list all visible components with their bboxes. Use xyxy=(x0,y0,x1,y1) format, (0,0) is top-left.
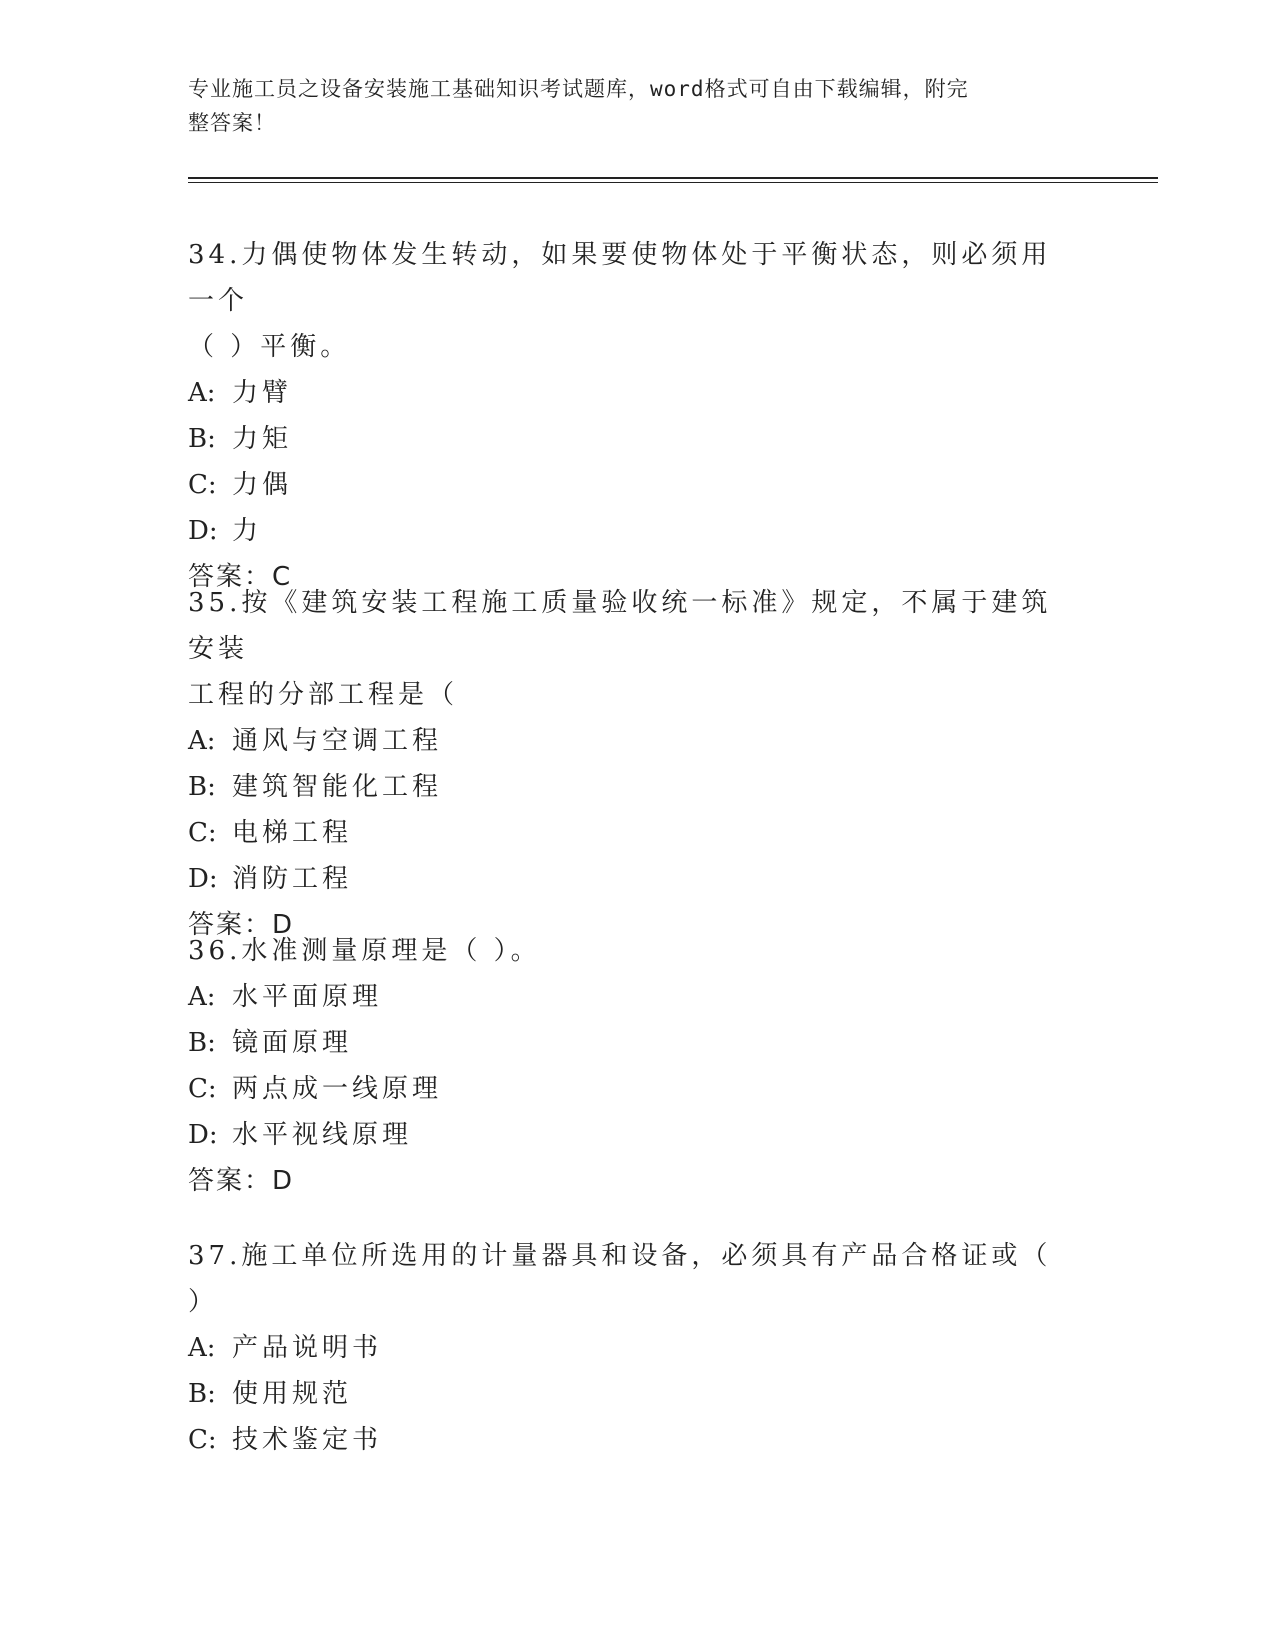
option-key: D: xyxy=(188,1120,218,1150)
option-key: A: xyxy=(188,378,216,408)
option-text: 镜面原理 xyxy=(232,1028,353,1058)
question-stem-line-2: （ ）平衡。 xyxy=(188,332,351,362)
option-text: 使用规范 xyxy=(232,1379,353,1409)
option-b xyxy=(188,1020,1078,1066)
question-34 xyxy=(188,232,1078,600)
option-text: 电梯工程 xyxy=(232,818,353,848)
question-stem-line-1: 37.施工单位所选用的计量器具和设备，必须具有产品合格证或（ ） xyxy=(188,1241,1052,1317)
header-line-1: 专业施工员之设备安装施工基础知识考试题库，word格式可自由下载编辑，附完 xyxy=(188,77,969,101)
option-d xyxy=(188,508,1078,554)
option-text: 力臂 xyxy=(232,378,293,408)
option-text: 两点成一线原理 xyxy=(232,1074,443,1104)
question-stem-line-1: 36.水准测量原理是（ ）。 xyxy=(188,936,541,966)
option-key: A: xyxy=(188,726,216,756)
header-line-2: 整答案！ xyxy=(188,111,276,135)
answer-value: C xyxy=(272,562,293,592)
option-c xyxy=(188,1417,1078,1463)
option-c xyxy=(188,810,1078,856)
option-key: C: xyxy=(188,1074,217,1104)
answer-value: D xyxy=(272,910,295,940)
option-c xyxy=(188,462,1078,508)
option-text: 力偶 xyxy=(232,470,293,500)
option-key: B: xyxy=(188,772,216,802)
answer-label: 答案： xyxy=(188,562,273,592)
question-35 xyxy=(188,580,1078,948)
header-divider-thin xyxy=(188,182,1158,183)
option-key: C: xyxy=(188,1425,217,1455)
option-text: 水平视线原理 xyxy=(232,1120,413,1150)
document-header xyxy=(188,72,1068,140)
answer-line xyxy=(188,1158,1078,1204)
option-b xyxy=(188,764,1078,810)
option-text: 消防工程 xyxy=(232,864,353,894)
header-divider-thick xyxy=(188,177,1158,179)
answer-label: 答案： xyxy=(188,1166,273,1196)
option-text: 通风与空调工程 xyxy=(232,726,443,756)
option-text: 力 xyxy=(232,516,263,546)
option-c xyxy=(188,1066,1078,1112)
answer-value: D xyxy=(272,1166,295,1196)
question-stem-line-2: 工程的分部工程是（ xyxy=(188,680,459,710)
option-b xyxy=(188,416,1078,462)
option-a xyxy=(188,370,1078,416)
option-key: B: xyxy=(188,1028,216,1058)
question-stem-line-1: 35.按《建筑安装工程施工质量验收统一标准》规定，不属于建筑安装 xyxy=(188,588,1052,664)
option-text: 产品说明书 xyxy=(232,1333,383,1363)
option-text: 技术鉴定书 xyxy=(232,1425,383,1455)
option-key: A: xyxy=(188,1333,216,1363)
option-d xyxy=(188,856,1078,902)
option-text: 建筑智能化工程 xyxy=(232,772,443,802)
option-key: B: xyxy=(188,1379,216,1409)
option-b xyxy=(188,1371,1078,1417)
option-d xyxy=(188,1112,1078,1158)
question-37 xyxy=(188,1233,1078,1463)
option-key: D: xyxy=(188,516,218,546)
option-key: C: xyxy=(188,818,217,848)
option-key: C: xyxy=(188,470,217,500)
option-text: 力矩 xyxy=(232,424,293,454)
question-stem-line-1: 34.力偶使物体发生转动，如果要使物体处于平衡状态，则必须用一个 xyxy=(188,240,1052,316)
option-key: A: xyxy=(188,982,216,1012)
option-key: B: xyxy=(188,424,216,454)
option-a xyxy=(188,974,1078,1020)
option-key: D: xyxy=(188,864,218,894)
option-text: 水平面原理 xyxy=(232,982,383,1012)
answer-label: 答案： xyxy=(188,910,273,940)
question-36 xyxy=(188,928,1078,1204)
option-a xyxy=(188,718,1078,764)
option-a xyxy=(188,1325,1078,1371)
